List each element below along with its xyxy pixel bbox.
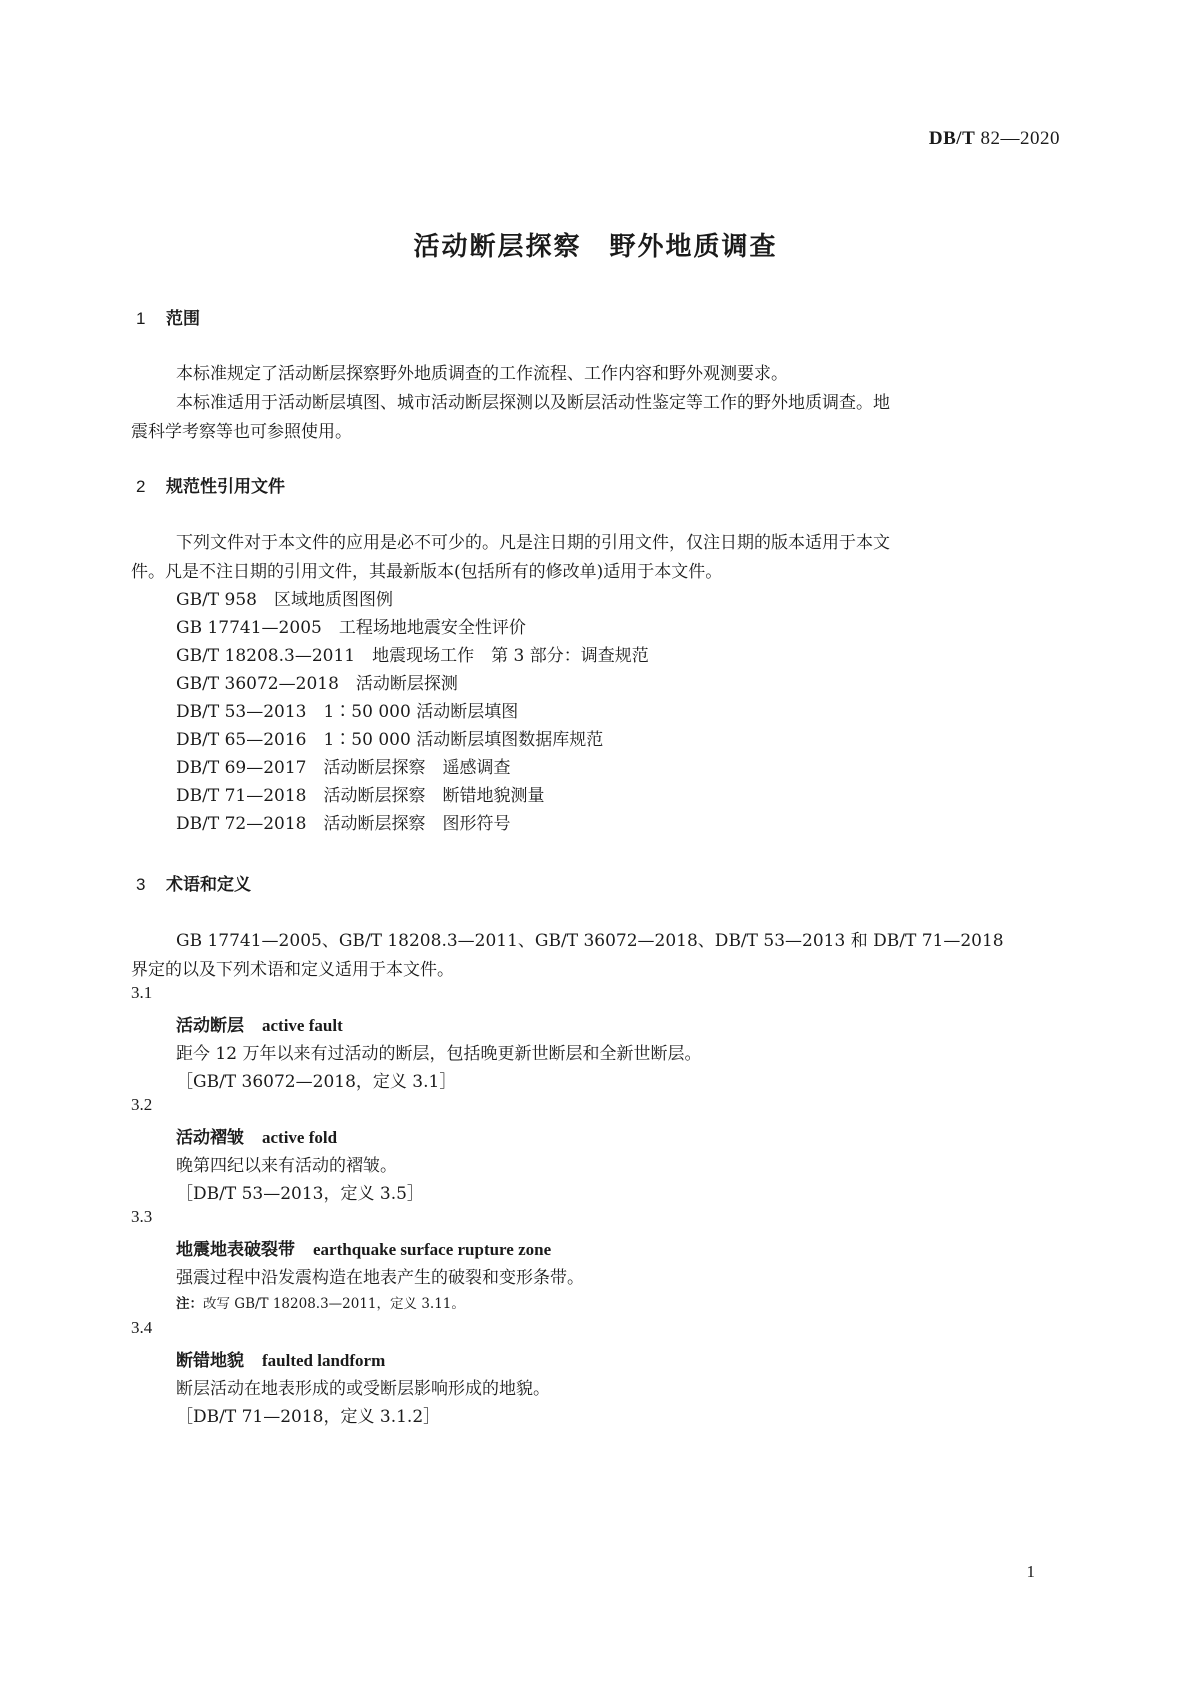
term-number: 3.4 [131, 1318, 153, 1337]
paragraph: 件。凡是不注日期的引用文件，其最新版本(包括所有的修改单)适用于本文件。 [131, 562, 723, 582]
page-title: 活动断层探察 野外地质调查 [413, 232, 778, 262]
paragraph: 下列文件对于本文件的应用是必不可少的。凡是注日期的引用文件，仅注日期的版本适用于本文 [176, 533, 890, 553]
term-heading: 地震地表破裂带 earthquake surface rupture zone [176, 1240, 552, 1260]
term-note: 注：改写 GB/T 18208.3—2011，定义 3.11。 [176, 1296, 465, 1312]
reference-item: DB/T 72—2018 活动断层探察 图形符号 [176, 814, 511, 834]
term-number: 3.2 [131, 1095, 153, 1114]
term-heading: 断错地貌 faulted landform [176, 1351, 386, 1371]
term-heading: 活动断层 active fault [176, 1016, 343, 1036]
term-number: 3.3 [131, 1207, 153, 1226]
reference-item: GB 17741—2005 工程场地地震安全性评价 [176, 618, 526, 638]
paragraph: 本标准规定了活动断层探察野外地质调查的工作流程、工作内容和野外观测要求。 [176, 364, 788, 384]
term-source: ［DB/T 71—2018，定义 3.1.2］ [176, 1407, 441, 1427]
reference-item: DB/T 71—2018 活动断层探察 断错地貌测量 [176, 786, 545, 806]
reference-item: GB/T 958 区域地质图图例 [176, 590, 393, 610]
term-heading: 活动褶皱 active fold [176, 1128, 338, 1148]
document-code: DB/T 82—2020 [928, 128, 1060, 149]
section-heading-scope: 1 范围 [136, 309, 200, 329]
paragraph: 震科学考察等也可参照使用。 [131, 422, 352, 442]
reference-item: GB/T 18208.3—2011 地震现场工作 第 3 部分：调查规范 [176, 646, 649, 666]
term-definition: 距今 12 万年以来有过活动的断层，包括晚更新世断层和全新世断层。 [176, 1044, 702, 1064]
term-source: ［DB/T 53—2013，定义 3.5］ [176, 1184, 424, 1204]
section-heading-normative-references: 2 规范性引用文件 [136, 477, 285, 497]
reference-item: GB/T 36072—2018 活动断层探测 [176, 674, 458, 694]
reference-item: DB/T 53—2013 1∶50 000 活动断层填图 [176, 702, 519, 722]
paragraph: GB 17741—2005、GB/T 18208.3—2011、GB/T 36072—2018、DB/T 53—2013 和 DB/T 71—2018 [176, 931, 1004, 951]
term-definition: 晚第四纪以来有活动的褶皱。 [176, 1156, 397, 1176]
reference-item: DB/T 69—2017 活动断层探察 遥感调查 [176, 758, 511, 778]
paragraph: 本标准适用于活动断层填图、城市活动断层探测以及断层活动性鉴定等工作的野外地质调查。地 [176, 393, 890, 413]
term-source: ［GB/T 36072—2018，定义 3.1］ [176, 1072, 457, 1092]
section-heading-terms-and-definitions: 3 术语和定义 [136, 875, 251, 895]
paragraph: 界定的以及下列术语和定义适用于本文件。 [131, 960, 454, 980]
reference-item: DB/T 65—2016 1∶50 000 活动断层填图数据库规范 [176, 730, 604, 750]
page-number: 1 [1026, 1562, 1035, 1581]
term-definition: 强震过程中沿发震构造在地表产生的破裂和变形条带。 [176, 1268, 584, 1288]
term-number: 3.1 [131, 983, 153, 1002]
term-definition: 断层活动在地表形成的或受断层影响形成的地貌。 [176, 1379, 550, 1399]
